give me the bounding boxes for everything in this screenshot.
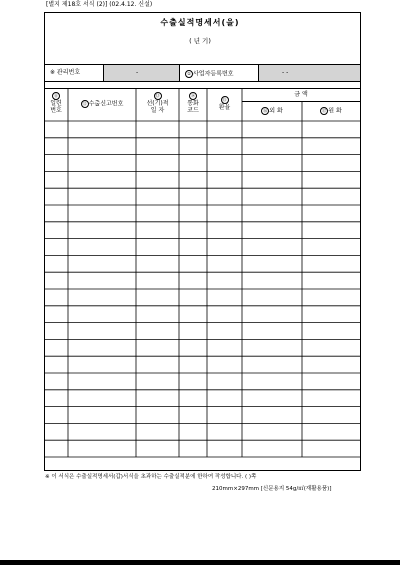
col-currency-line1: 통화 <box>187 100 199 107</box>
col-serial-line1: 일련 <box>50 100 62 107</box>
item-number-icon: ⑫ <box>82 101 87 106</box>
item-number-icon: ⑬ <box>155 93 160 98</box>
table-row[interactable] <box>44 407 361 424</box>
table-row[interactable] <box>44 255 361 272</box>
table-row[interactable] <box>44 289 361 306</box>
table-row[interactable] <box>44 423 361 440</box>
table-row[interactable] <box>44 356 361 373</box>
mgmt-number-value[interactable]: - <box>136 69 139 76</box>
table-row[interactable] <box>44 121 361 138</box>
item-number-icon: ⑰ <box>322 108 327 113</box>
table-row[interactable] <box>44 138 361 155</box>
table-row[interactable] <box>44 239 361 256</box>
table-row[interactable] <box>44 390 361 407</box>
item-number-icon: ⑭ <box>191 93 195 98</box>
item-number-icon: ⑪ <box>54 93 58 98</box>
mgmt-number-label: ※ 관리번호 <box>50 69 81 76</box>
col-export-decl-label: 수출신고번호 <box>88 100 124 108</box>
table-row[interactable] <box>44 188 361 205</box>
item-number-icon: ⑯ <box>263 108 268 113</box>
page-edge-bar <box>0 560 400 565</box>
table-row[interactable] <box>44 373 361 390</box>
table-row[interactable] <box>44 272 361 289</box>
footnote: ※ 이 서식은 수출실적명세서(갑)서식을 초과하는 수출실적분에 한하여 작성합니다. ( )쪽 <box>45 474 257 480</box>
col-exchange-rate-label: 환율 <box>218 104 231 111</box>
form-period: ( 년 기) <box>189 37 211 45</box>
form-title: 수출실적명세서(을) <box>160 18 240 27</box>
paper-spec: 210mm×297mm [신문용지 54g/㎡(재활용품)] <box>212 486 332 492</box>
table-row[interactable] <box>44 205 361 222</box>
col-ship-date-line2: 일 자 <box>150 107 165 114</box>
table-row[interactable] <box>44 306 361 323</box>
table-row[interactable] <box>44 339 361 356</box>
item-number-icon: ⑮ <box>222 97 227 102</box>
table-row[interactable] <box>44 222 361 239</box>
col-amount-header: 금 액 <box>294 91 308 98</box>
biz-number-text: 사업자등록번호 <box>193 70 234 78</box>
table-row[interactable] <box>44 323 361 340</box>
top-note: [별지 제18호 서식 (2)] (02.4.12. 신설) <box>46 1 153 8</box>
table-row[interactable] <box>44 155 361 172</box>
col-currency-line2: 코드 <box>187 107 199 114</box>
item-number-icon: ① <box>185 70 193 78</box>
biz-number-value[interactable]: - - <box>282 69 289 76</box>
col-ship-date-line1: 선(기)적 <box>146 100 169 107</box>
col-foreign-label: 외 화 <box>269 107 283 115</box>
col-serial-line2: 번호 <box>50 107 62 114</box>
table-row[interactable] <box>44 171 361 188</box>
col-won-label: 원 화 <box>328 107 342 115</box>
